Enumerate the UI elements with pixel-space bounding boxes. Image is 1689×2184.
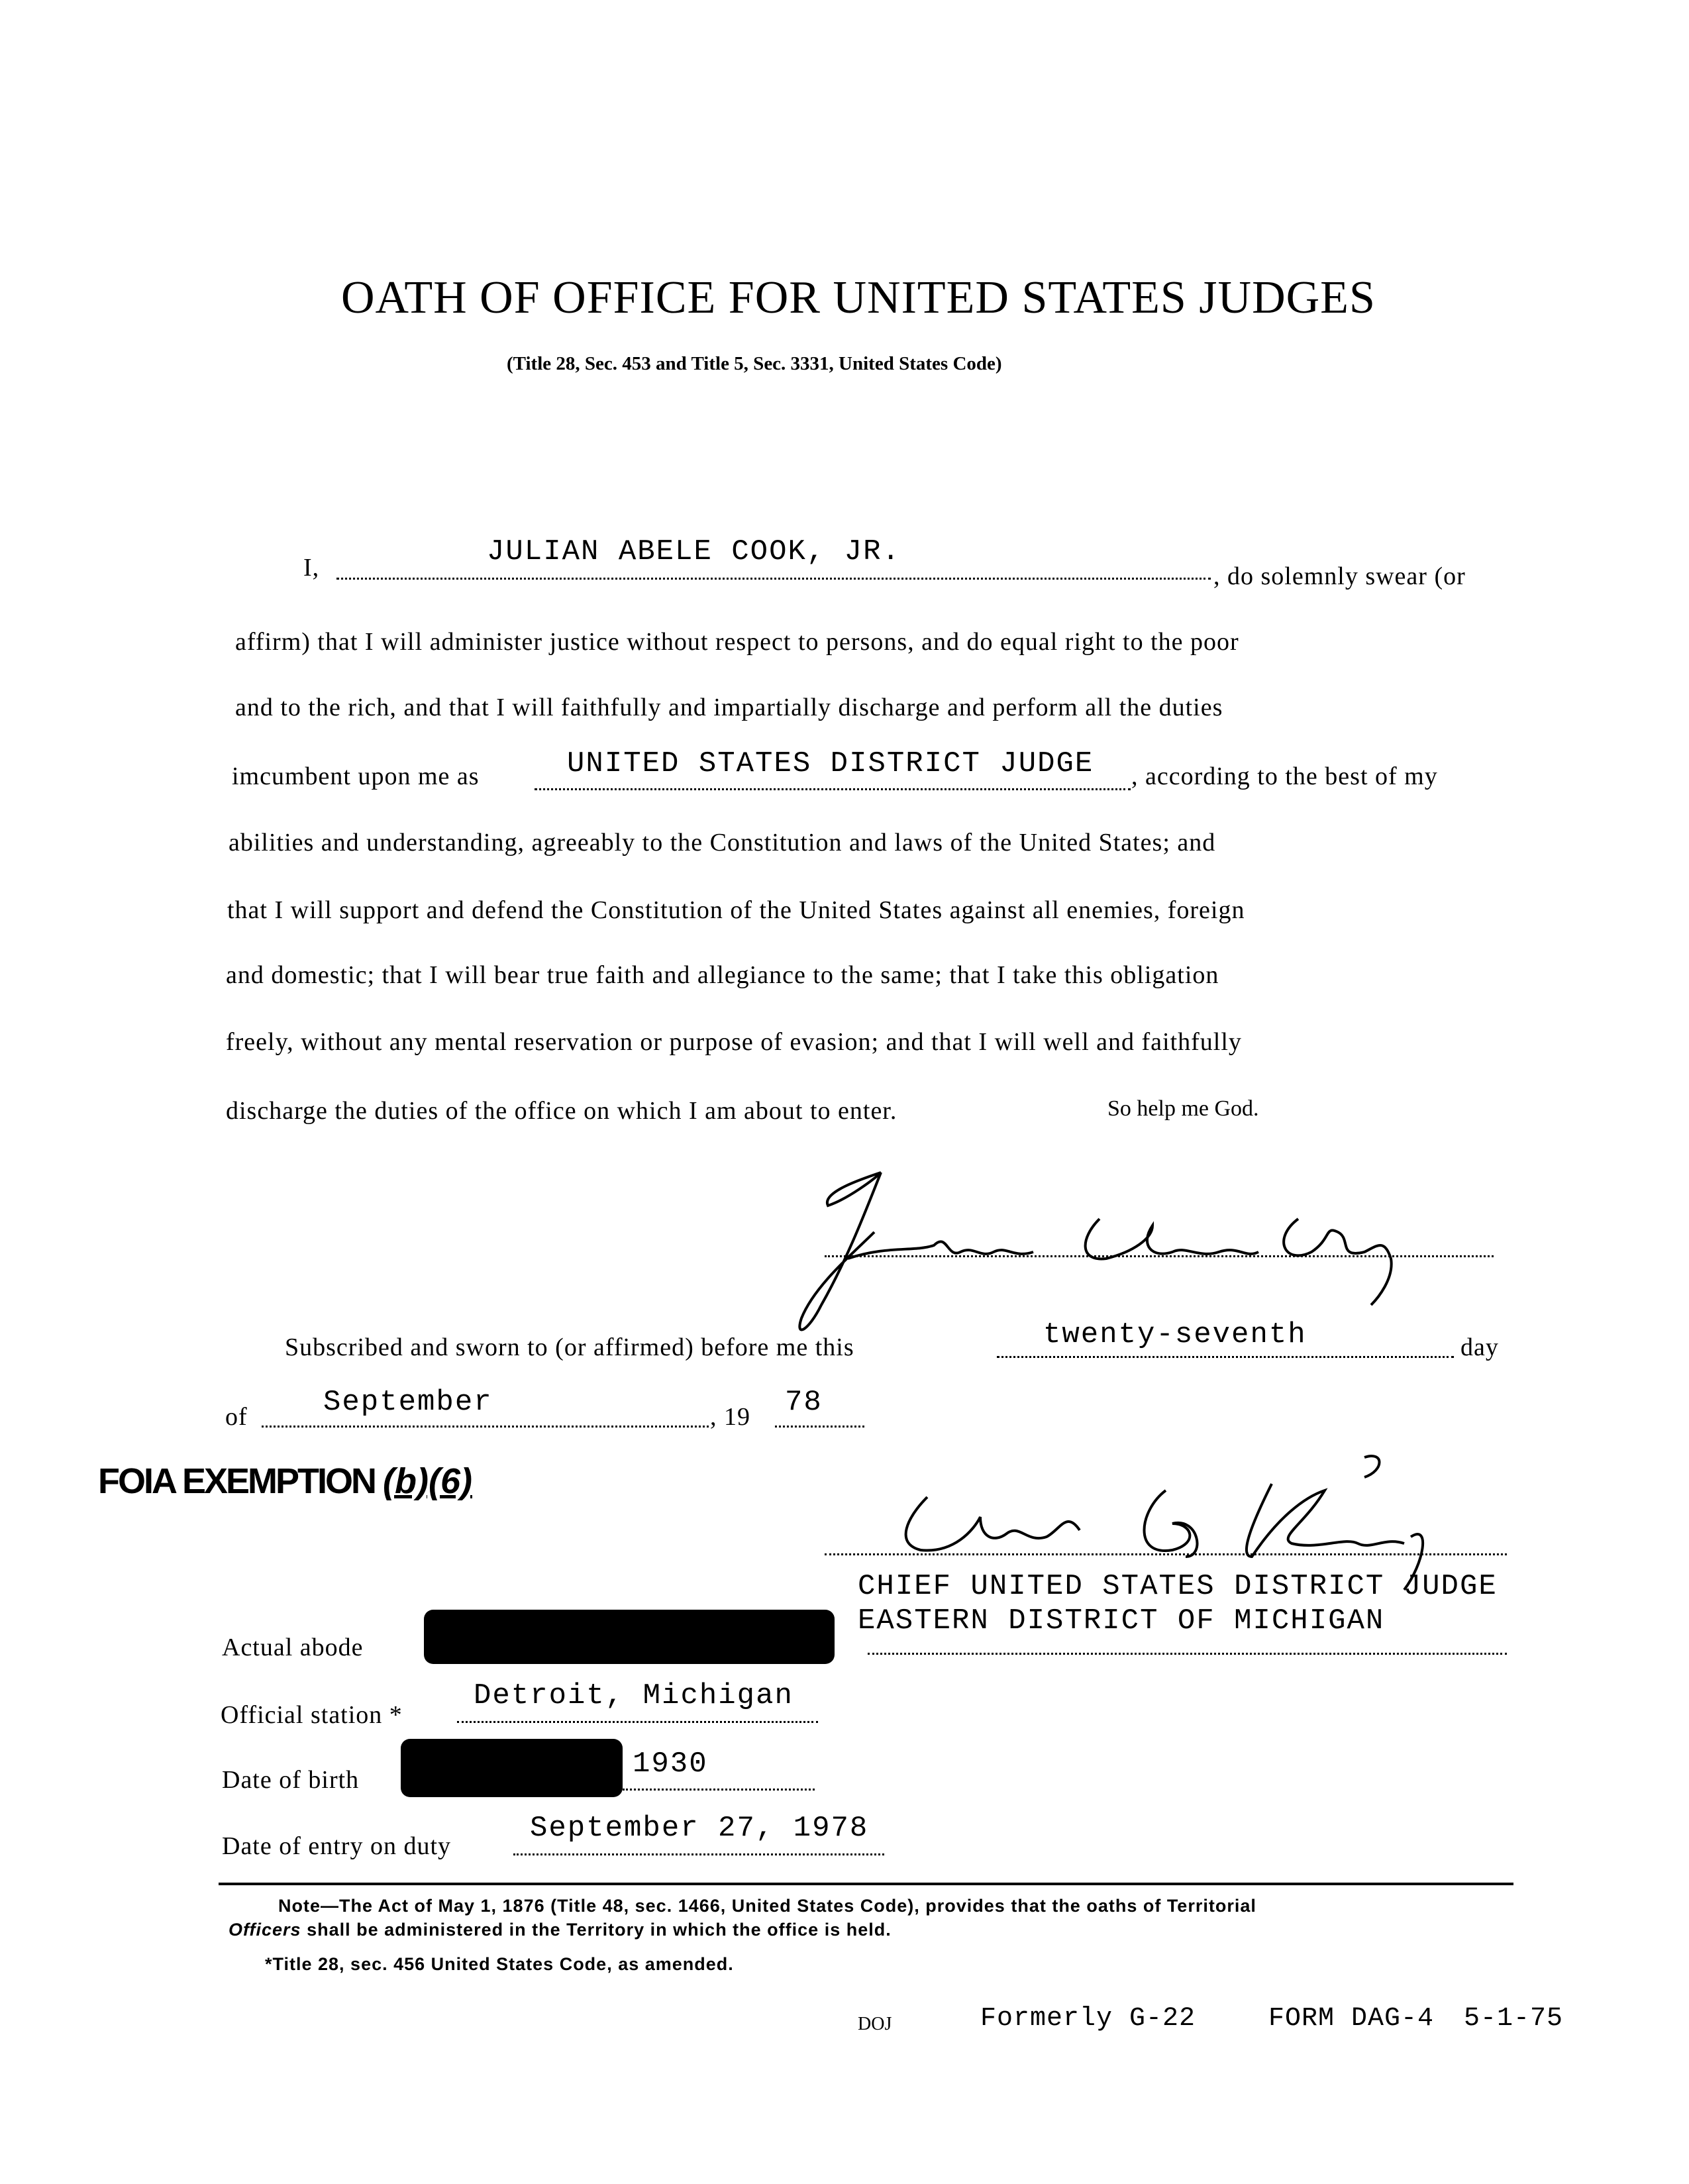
oath-line5: abilities and understanding, agreeably to the Constitution and laws of the United States; and — [229, 829, 1216, 857]
citation: (Title 28, Sec. 453 and Title 5, Sec. 3331, United States Code) — [507, 353, 1002, 374]
year-prefix: , 19 — [710, 1403, 750, 1431]
oath-line9: discharge the duties of the office on which I am about to enter. — [226, 1097, 897, 1125]
footer-agency: DOJ — [858, 2014, 892, 2034]
year-value: 78 — [785, 1386, 823, 1419]
oath-prefix: I, — [303, 554, 320, 582]
footnote: *Title 28, sec. 456 United States Code, as amended. — [265, 1954, 734, 1974]
birth-line — [623, 1789, 815, 1791]
oath-line6: that I will support and defend the Constitution of the United States against all enemies, foreign — [227, 896, 1245, 924]
footer-formerly: Formerly G-22 — [980, 2004, 1196, 2034]
foia-label: FOIA EXEMPTION — [98, 1461, 376, 1501]
oath-line7: and domestic; that I will bear true faith and allegiance to the same; that I take this obligation — [226, 961, 1219, 989]
name-line — [336, 578, 1211, 580]
day-label: day — [1460, 1333, 1499, 1361]
footer-date: 5-1-75 — [1464, 2004, 1564, 2034]
abode-redaction — [424, 1610, 835, 1664]
office-line — [535, 788, 1131, 790]
of-label: of — [225, 1403, 248, 1431]
day-line — [997, 1356, 1454, 1358]
oath-line4-prefix: imcumbent upon me as — [232, 762, 480, 790]
oath-line3: and to the rich, and that I will faithfully and impartially discharge and perform all the duties — [235, 694, 1223, 721]
officer-title-line2: EASTERN DISTRICT OF MICHIGAN — [858, 1604, 1385, 1638]
oath-line4-suffix: , according to the best of my — [1131, 762, 1438, 790]
footer-form: FORM DAG-4 — [1268, 2004, 1435, 2034]
oath-closing: So help me God. — [1107, 1096, 1259, 1121]
oath-line2: affirm) that I will administer justice without respect to persons, and do equal right to the poor — [235, 628, 1239, 656]
entry-line — [513, 1853, 884, 1855]
officer-title-line — [868, 1653, 1507, 1655]
month-value: September — [323, 1386, 493, 1419]
birth-year: 1930 — [633, 1747, 708, 1781]
station-value: Detroit, Michigan — [474, 1679, 793, 1712]
subscribed-text: Subscribed and sworn to (or affirmed) before me this — [285, 1333, 854, 1361]
entry-label: Date of entry on duty — [222, 1832, 452, 1860]
station-line — [457, 1721, 818, 1723]
note-italic-word: Officers — [229, 1920, 301, 1940]
birth-label: Date of birth — [222, 1766, 360, 1794]
foia-exemption-label — [98, 1461, 472, 1502]
note-line1: Note—The Act of May 1, 1876 (Title 48, sec. 1466, United States Code), provides that the oaths of Territorial — [278, 1896, 1256, 1916]
note-line2 — [229, 1920, 892, 1940]
office-title: UNITED STATES DISTRICT JUDGE — [567, 747, 1094, 780]
day-value: twenty-seventh — [1043, 1318, 1307, 1351]
abode-label: Actual abode — [222, 1634, 364, 1661]
notes-divider — [219, 1883, 1513, 1885]
entry-value: September 27, 1978 — [530, 1812, 869, 1845]
birth-redaction — [401, 1739, 623, 1797]
month-line — [262, 1426, 709, 1428]
year-line — [775, 1426, 864, 1428]
judge-name: JULIAN ABELE COOK, JR. — [487, 535, 901, 568]
officer-title-line1: CHIEF UNITED STATES DISTRICT JUDGE — [858, 1570, 1498, 1603]
oath-line1-suffix: , do solemnly swear (or — [1213, 562, 1466, 590]
foia-code: (b)(6) — [383, 1461, 472, 1501]
document-title: OATH OF OFFICE FOR UNITED STATES JUDGES — [341, 272, 1376, 323]
station-label: Official station * — [221, 1701, 403, 1729]
note-line2-text: shall be administered in the Territory in which the office is held. — [301, 1920, 892, 1940]
oath-line8: freely, without any mental reservation or purpose of evasion; and that I will well and faithfully — [226, 1028, 1242, 1056]
